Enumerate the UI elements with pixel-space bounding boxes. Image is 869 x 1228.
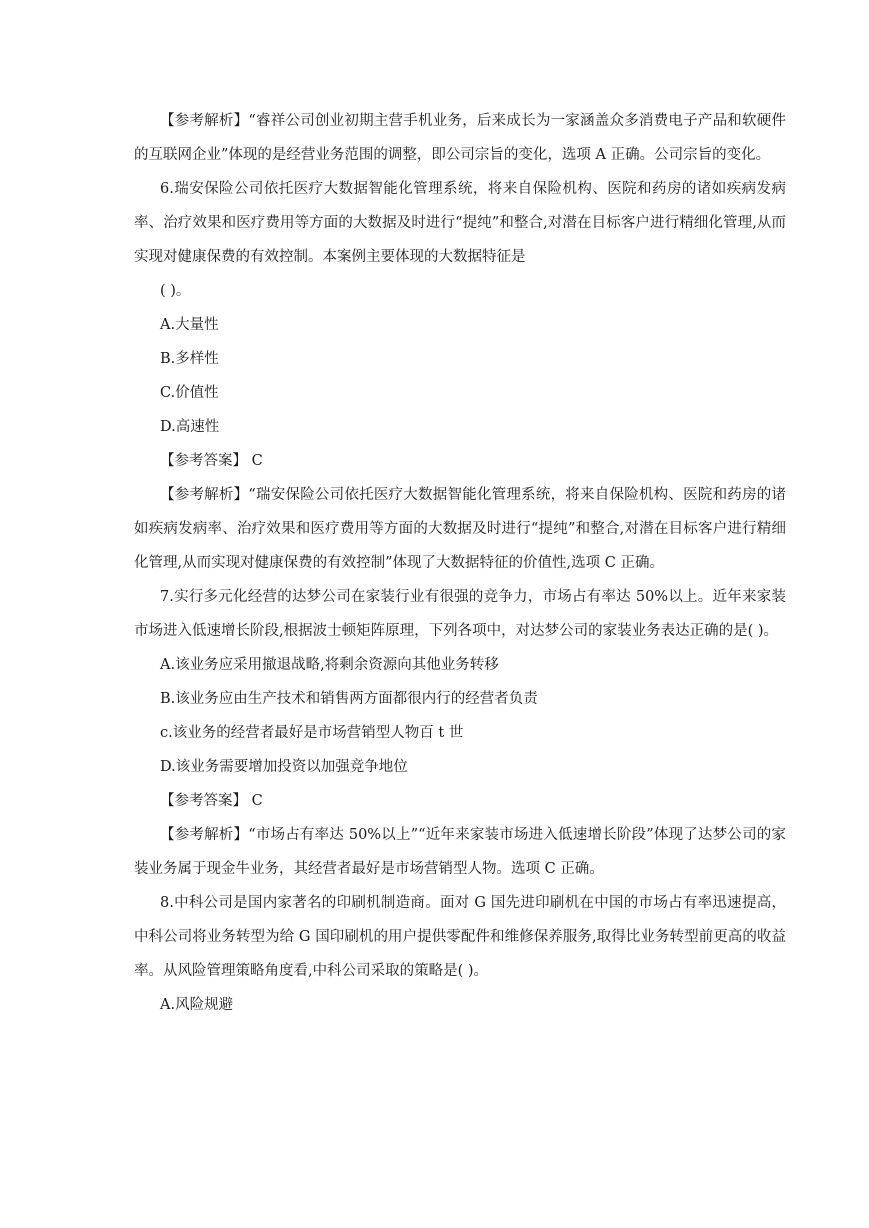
question-6: 6.瑞安保险公司依托医疗大数据智能化管理系统，将来自保险机构、医院和药房的诸如疾病发病率、治疗效果和医疗费用等方面的大数据及时进行“提纯”和整合,对潜在目标客户进行精细化管理,从而实现对健康保费的有效控制。本案例主要体现的大数据特征是 [134, 181, 786, 265]
analysis-6: 【参考解析】“瑞安保险公司依托医疗大数据智能化管理系统，将来自保险机构、医院和药房的诸如疾病发病率、治疗效果和医疗费用等方面的大数据及时进行“提纯”和整合,对潜在目标客户进行精细化管理,从而实现对健康保费的有效控制”体现了大数据特征的价值性,选项 C 正确。 [134, 487, 786, 571]
option-c: C.价值性 [160, 385, 219, 401]
document-body [134, 104, 786, 1022]
option-a: A.大量性 [160, 317, 219, 333]
question-6-blank: ( )。 [160, 283, 191, 299]
answer-7: 【参考答案】 C [160, 793, 263, 809]
option-b: B.该业务应由生产技术和销售两方面都很内行的经营者负责 [160, 691, 538, 707]
analysis-paragraph: 【参考解析】“睿祥公司创业初期主营手机业务，后来成长为一家涵盖众多消费电子产品和软硬件的互联网企业”体现的是经营业务范围的调整，即公司宗旨的变化，选项 A 正确。公司宗旨的变化。 [134, 113, 786, 163]
question-7: 7.实行多元化经营的达梦公司在家装行业有很强的竞争力，市场占有率达 50%以上。近年来家装市场进入低速增长阶段,根据波士顿矩阵原理，下列各项中，对达梦公司的家装业务表达正确的是( )。 [134, 589, 786, 639]
answer-6: 【参考答案】 C [160, 453, 263, 469]
question-8: 8.中科公司是国内家著名的印刷机制造商。面对 G 国先进印刷机在中国的市场占有率迅速提高，中科公司将业务转型为给 G 国印刷机的用户提供零配件和维修保养服务,取得比业务转型前更高的收益率。从风险管理策略角度看,中科公司采取的策略是( )。 [134, 895, 786, 979]
option-c: c.该业务的经营者最好是市场营销型人物百 t 世 [160, 725, 464, 741]
option-a: A.风险规避 [160, 997, 234, 1013]
option-d: D.该业务需要增加投资以加强竞争地位 [160, 759, 408, 775]
option-a: A.该业务应采用撤退战略,将剩余资源向其他业务转移 [160, 657, 499, 673]
option-b: B.多样性 [160, 351, 219, 367]
option-d: D.高速性 [160, 419, 220, 435]
analysis-7: 【参考解析】“市场占有率达 50%以上”“近年来家装市场进入低速增长阶段”体现了达梦公司的家装业务属于现金牛业务，其经营者最好是市场营销型人物。选项 C 正确。 [134, 827, 786, 877]
